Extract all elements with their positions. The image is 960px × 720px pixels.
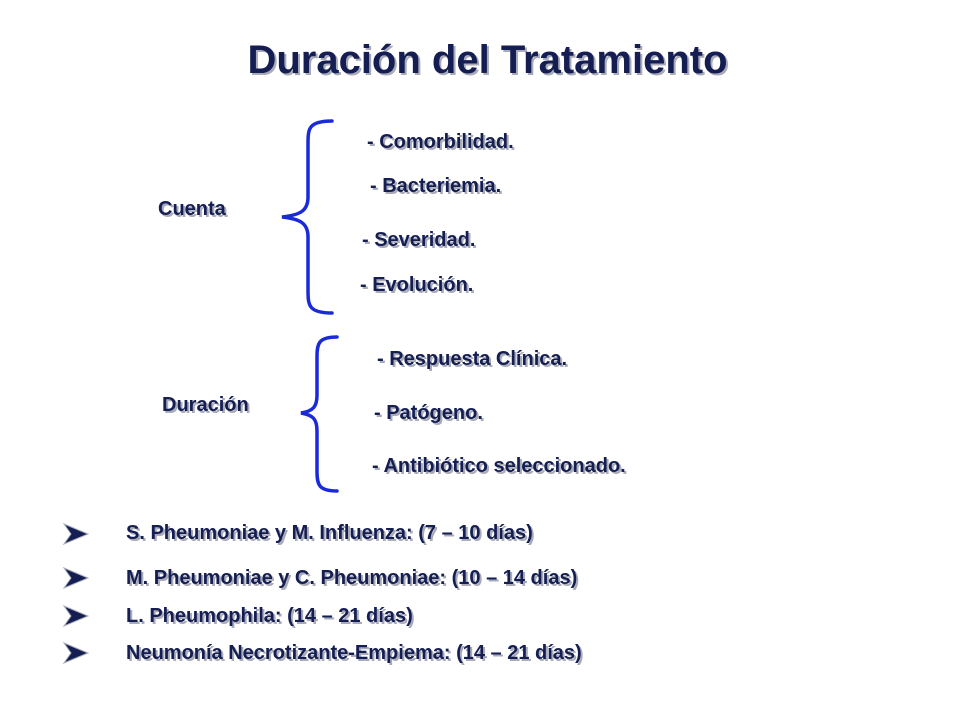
group-label-duracion: Duración (162, 394, 249, 416)
bullet-item: S. Pheumoniae y M. Influenza: (7 – 10 días) (126, 522, 533, 544)
arrow-bullet-icon (62, 522, 90, 546)
curly-brace-duracion (295, 333, 345, 495)
list-item: - Severidad. (362, 229, 476, 251)
bullet-item: M. Pheumoniae y C. Pheumoniae: (10 – 14 días) (126, 567, 578, 589)
list-item: - Bacteriemia. (370, 175, 502, 197)
list-item: - Comorbilidad. (367, 131, 514, 153)
curly-brace-cuenta (270, 117, 340, 317)
list-item: - Respuesta Clínica. (377, 348, 568, 370)
bullet-item: L. Pheumophila: (14 – 21 días) (126, 605, 413, 627)
bullet-item: Neumonía Necrotizante-Empiema: (14 – 21 días) (126, 642, 582, 664)
list-item: - Patógeno. (374, 402, 483, 424)
arrow-bullet-icon (62, 566, 90, 590)
arrow-bullet-icon (62, 604, 90, 628)
group-label-cuenta: Cuenta (158, 198, 226, 220)
arrow-bullet-icon (62, 641, 90, 665)
list-item: - Antibiótico seleccionado. (372, 455, 626, 477)
page-title: Duración del Tratamiento (247, 38, 728, 82)
list-item: - Evolución. (360, 274, 474, 296)
